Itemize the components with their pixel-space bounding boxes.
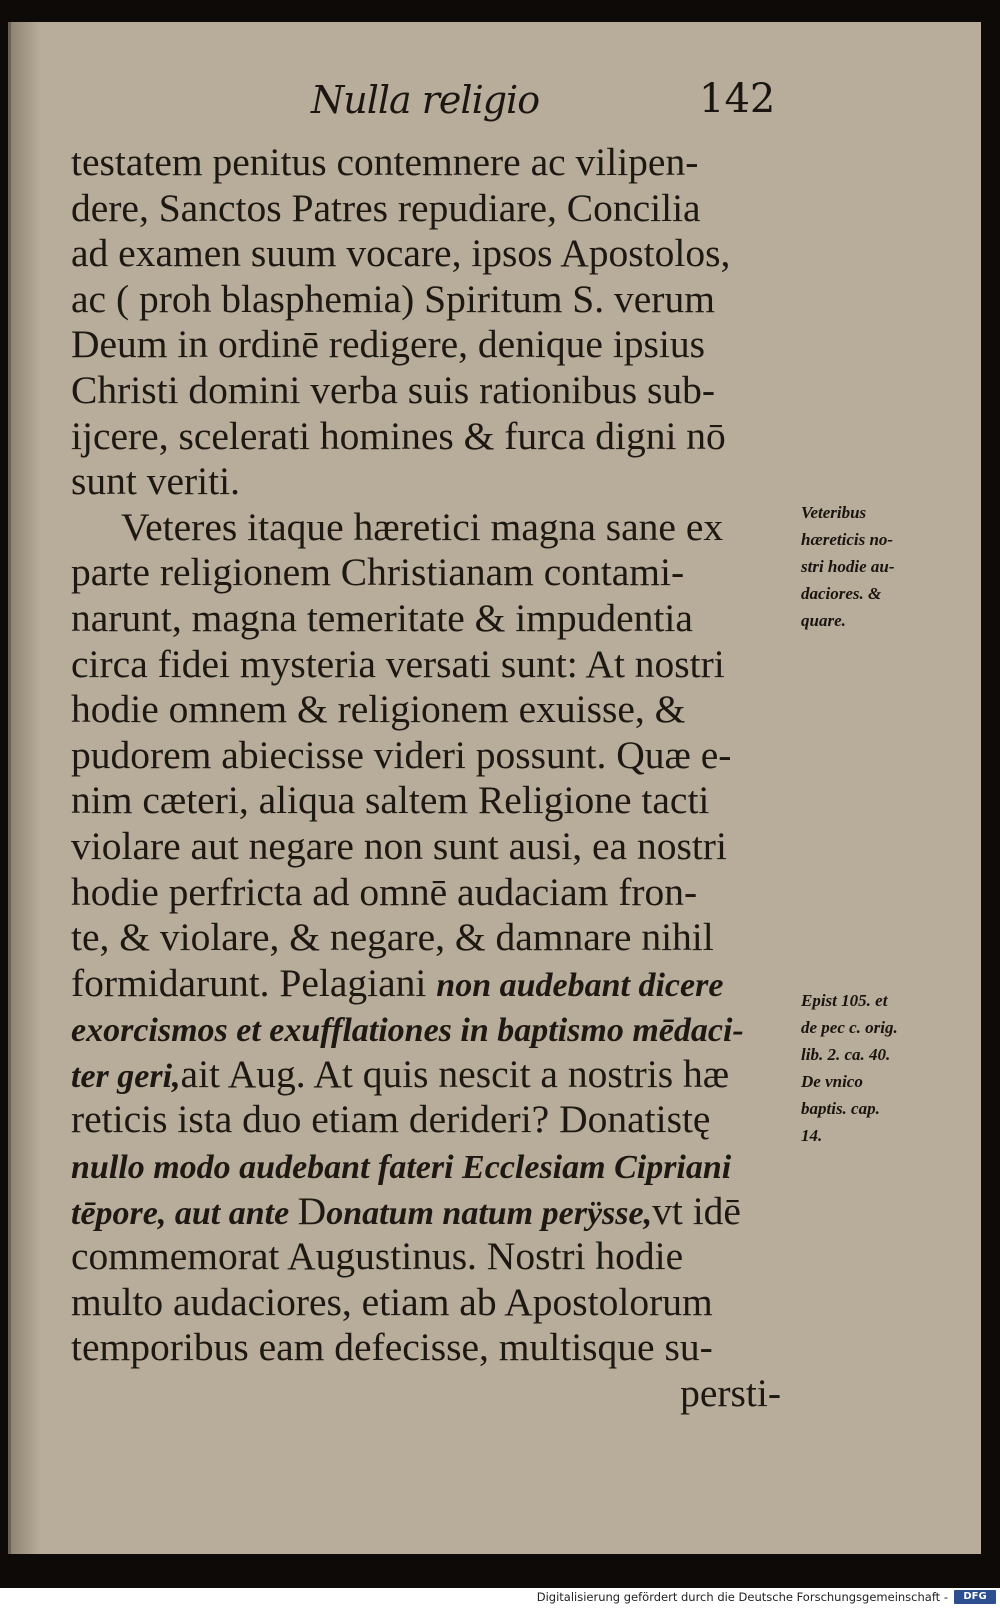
text-line: violare aut negare non sunt ausi, ea nostri	[71, 823, 727, 868]
text-line-mixed	[71, 1189, 791, 1235]
text-line-mixed	[71, 1006, 791, 1052]
margin-note-line: quare.	[801, 611, 846, 630]
footer-strip	[0, 1588, 1000, 1608]
text-line: dere, Sanctos Patres repudiare, Concilia	[71, 185, 701, 230]
italic-quote: onatum natum perÿsse,	[326, 1194, 653, 1232]
margin-note-heretics	[801, 499, 931, 634]
italic-quote: nullo modo audebant fateri Ecclesiam Cipriani	[71, 1149, 732, 1187]
body-text	[71, 140, 791, 1417]
margin-note-line: baptis. cap.	[801, 1099, 880, 1118]
text-line: ac ( proh blasphemia) Spiritum S. verum	[71, 276, 715, 321]
paragraph-start-line: Veteres itaque hæretici magna sane ex	[121, 504, 724, 549]
roman-run: ait Aug. At quis nescit a nostris hæ	[180, 1051, 730, 1096]
margin-note-line: lib. 2. ca. 40.	[801, 1045, 891, 1064]
page-number: 142	[699, 76, 776, 122]
margin-note-line: Epist 105. et	[801, 991, 888, 1010]
text-line: temporibus eam defecisse, multisque su-	[71, 1325, 713, 1370]
running-title: Nulla religio	[311, 78, 540, 122]
text-line: commemorat Augustinus. Nostri hodie	[71, 1234, 684, 1279]
text-line: sunt veriti.	[71, 459, 240, 504]
text-line: pudorem abiecisse videri possunt. Quæ e-	[71, 732, 732, 777]
catchword: persti-	[680, 1371, 781, 1416]
text-line: hodie omnem & religionem exuisse, &	[71, 687, 686, 732]
italic-quote: ter geri,	[71, 1057, 181, 1095]
text-line: circa fidei mysteria versati sunt: At nostri	[71, 641, 725, 686]
margin-note-line: De vnico	[801, 1072, 863, 1091]
margin-note-line: de pec c. orig.	[801, 1018, 898, 1037]
text-line-mixed	[71, 1052, 791, 1098]
running-head	[11, 74, 981, 134]
text-line: Christi domini verba suis rationibus sub-	[71, 367, 716, 412]
text-line: multo audaciores, etiam ab Apostolorum	[71, 1279, 713, 1324]
italic-quote: tēpore, aut ante	[71, 1194, 298, 1232]
text-line: nim cæteri, aliqua saltem Religione tacti	[71, 778, 710, 823]
text-line-mixed	[71, 961, 791, 1007]
book-page	[8, 22, 981, 1554]
italic-quote: non audebant dicere	[436, 966, 724, 1004]
text-line: hodie perfricta ad omnē audaciam fron-	[71, 869, 698, 914]
page-gutter-shadow	[11, 22, 41, 1554]
dfg-logo: DFG	[954, 1590, 996, 1604]
funding-credit: Digitalisierung gefördert durch die Deutsche Forschungsgemeinschaft -	[536, 1590, 948, 1604]
text-line: ijcere, scelerati homines & furca digni nō	[71, 413, 726, 458]
italic-quote: exorcismos et exufflationes in baptismo mēdaci-	[71, 1012, 744, 1050]
roman-run: D	[297, 1188, 327, 1233]
text-line-mixed	[71, 1143, 791, 1189]
text-line: ad examen suum vocare, ipsos Apostolos,	[71, 231, 731, 276]
text-line: testatem penitus contemnere ac vilipen-	[71, 140, 699, 184]
margin-note-citations	[801, 987, 931, 1149]
margin-note-line: Veteribus	[801, 503, 867, 522]
text-line: reticis ista duo etiam derideri? Donatistę	[71, 1097, 711, 1142]
text-line: te, & violare, & negare, & damnare nihil	[71, 915, 714, 960]
margin-note-line: 14.	[801, 1126, 823, 1145]
text-line: parte religionem Christianam contami-	[71, 550, 685, 595]
text-line: narunt, magna temeritate & impudentia	[71, 595, 693, 640]
roman-run: vt idē	[652, 1188, 741, 1233]
margin-note-line: hæreticis no-	[801, 530, 894, 549]
margin-note-line: daciores. &	[801, 584, 882, 603]
margin-note-line: stri hodie au-	[801, 557, 895, 576]
text-line: Deum in ordinē redigere, denique ipsius	[71, 322, 706, 367]
roman-run: formidarunt. Pelagiani	[71, 960, 437, 1005]
